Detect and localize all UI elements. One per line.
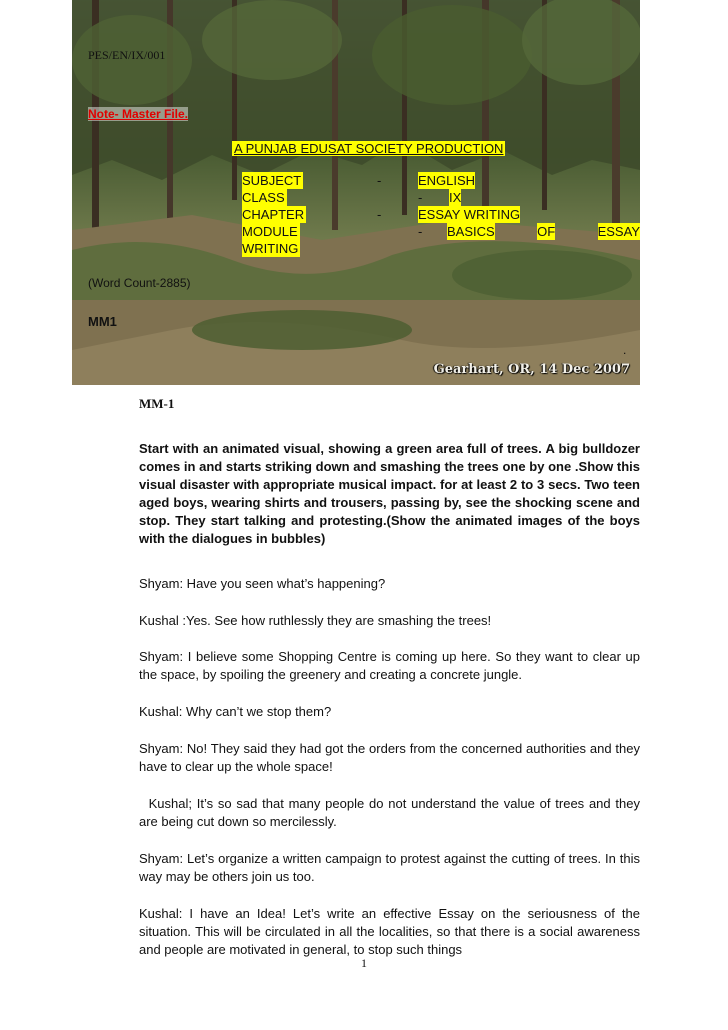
info-dash: - bbox=[377, 173, 382, 188]
info-label: MODULE bbox=[242, 224, 298, 239]
dialogue-line: Shyam: Have you seen what’s happening? bbox=[139, 576, 386, 591]
info-label: WRITING bbox=[242, 241, 299, 256]
mm-heading: MM-1 bbox=[139, 396, 175, 411]
master-file-note: Note- Master File. bbox=[88, 107, 189, 121]
info-value-part: ESSAY bbox=[597, 224, 640, 239]
word-count: (Word Count-2885) bbox=[88, 276, 191, 290]
info-value bbox=[447, 223, 640, 240]
info-value-part: OF bbox=[537, 224, 556, 239]
info-row-chapter bbox=[242, 206, 640, 223]
info-table bbox=[242, 172, 640, 257]
dialogue-line: Shyam: No! They said they had got the orders from the concerned authorities and they have to clear up the whole space! bbox=[139, 741, 640, 774]
document-id: PES/EN/IX/001 bbox=[88, 48, 166, 62]
page-number: 1 bbox=[361, 956, 367, 970]
info-value: IX bbox=[449, 190, 462, 205]
info-row-module bbox=[242, 223, 640, 240]
info-label: SUBJECT bbox=[242, 173, 302, 188]
dialogue-line: Kushal: I have an Idea! Let’s write an effective Essay on the seriousness of the situation. This will be circulated in all the localities, so that there is a social awareness and people are motivated in general, to stop such things bbox=[139, 906, 640, 957]
dialogue-line: Shyam: Let’s organize a written campaign to protest against the cutting of trees. In this way may be others join us too. bbox=[139, 851, 640, 884]
production-title: A PUNJAB EDUSAT SOCIETY PRODUCTION bbox=[234, 141, 504, 156]
info-label: CLASS bbox=[242, 190, 285, 205]
info-row-class bbox=[242, 189, 640, 206]
photo-caption: Gearhart, OR, 14 Dec 2007 bbox=[433, 362, 630, 377]
dialogue-line: Kushal: Why can’t we stop them? bbox=[139, 704, 332, 719]
info-dash: - bbox=[377, 207, 382, 222]
info-value: ENGLISH bbox=[418, 173, 476, 188]
info-value: ESSAY WRITING bbox=[418, 207, 521, 222]
info-row-subject bbox=[242, 172, 640, 189]
info-dash: - bbox=[418, 190, 423, 205]
info-value-part: BASICS bbox=[447, 224, 495, 239]
section-label: MM1 bbox=[88, 314, 117, 329]
dialogue-line: Kushal :Yes. See how ruthlessly they are smashing the trees! bbox=[139, 613, 492, 628]
dialogue-line: Kushal; It’s so sad that many people do not understand the value of trees and they are being cut down so mercilessly. bbox=[139, 796, 644, 829]
dialogue-line: Shyam: I believe some Shopping Centre is coming up here. So they want to clear up the space, by spoiling the greenery and creating a concrete jungle. bbox=[139, 649, 640, 682]
info-row-writing bbox=[242, 240, 640, 257]
photo-dot: . bbox=[623, 343, 627, 357]
info-label: CHAPTER bbox=[242, 207, 305, 222]
scene-description: Start with an animated visual, showing a green area full of trees. A big bulldozer comes in and starts striking down and smashing the trees one by one .Show this visual disaster with appropriate musical impact. for at least 2 to 3 secs. Two teen aged boys, wearing shirts and trousers, passing by, see the shocking scene and stop. They start talking and protesting.(Show the animated images of the boys with the dialogues in bubbles) bbox=[139, 441, 640, 546]
info-dash: - bbox=[418, 224, 423, 239]
